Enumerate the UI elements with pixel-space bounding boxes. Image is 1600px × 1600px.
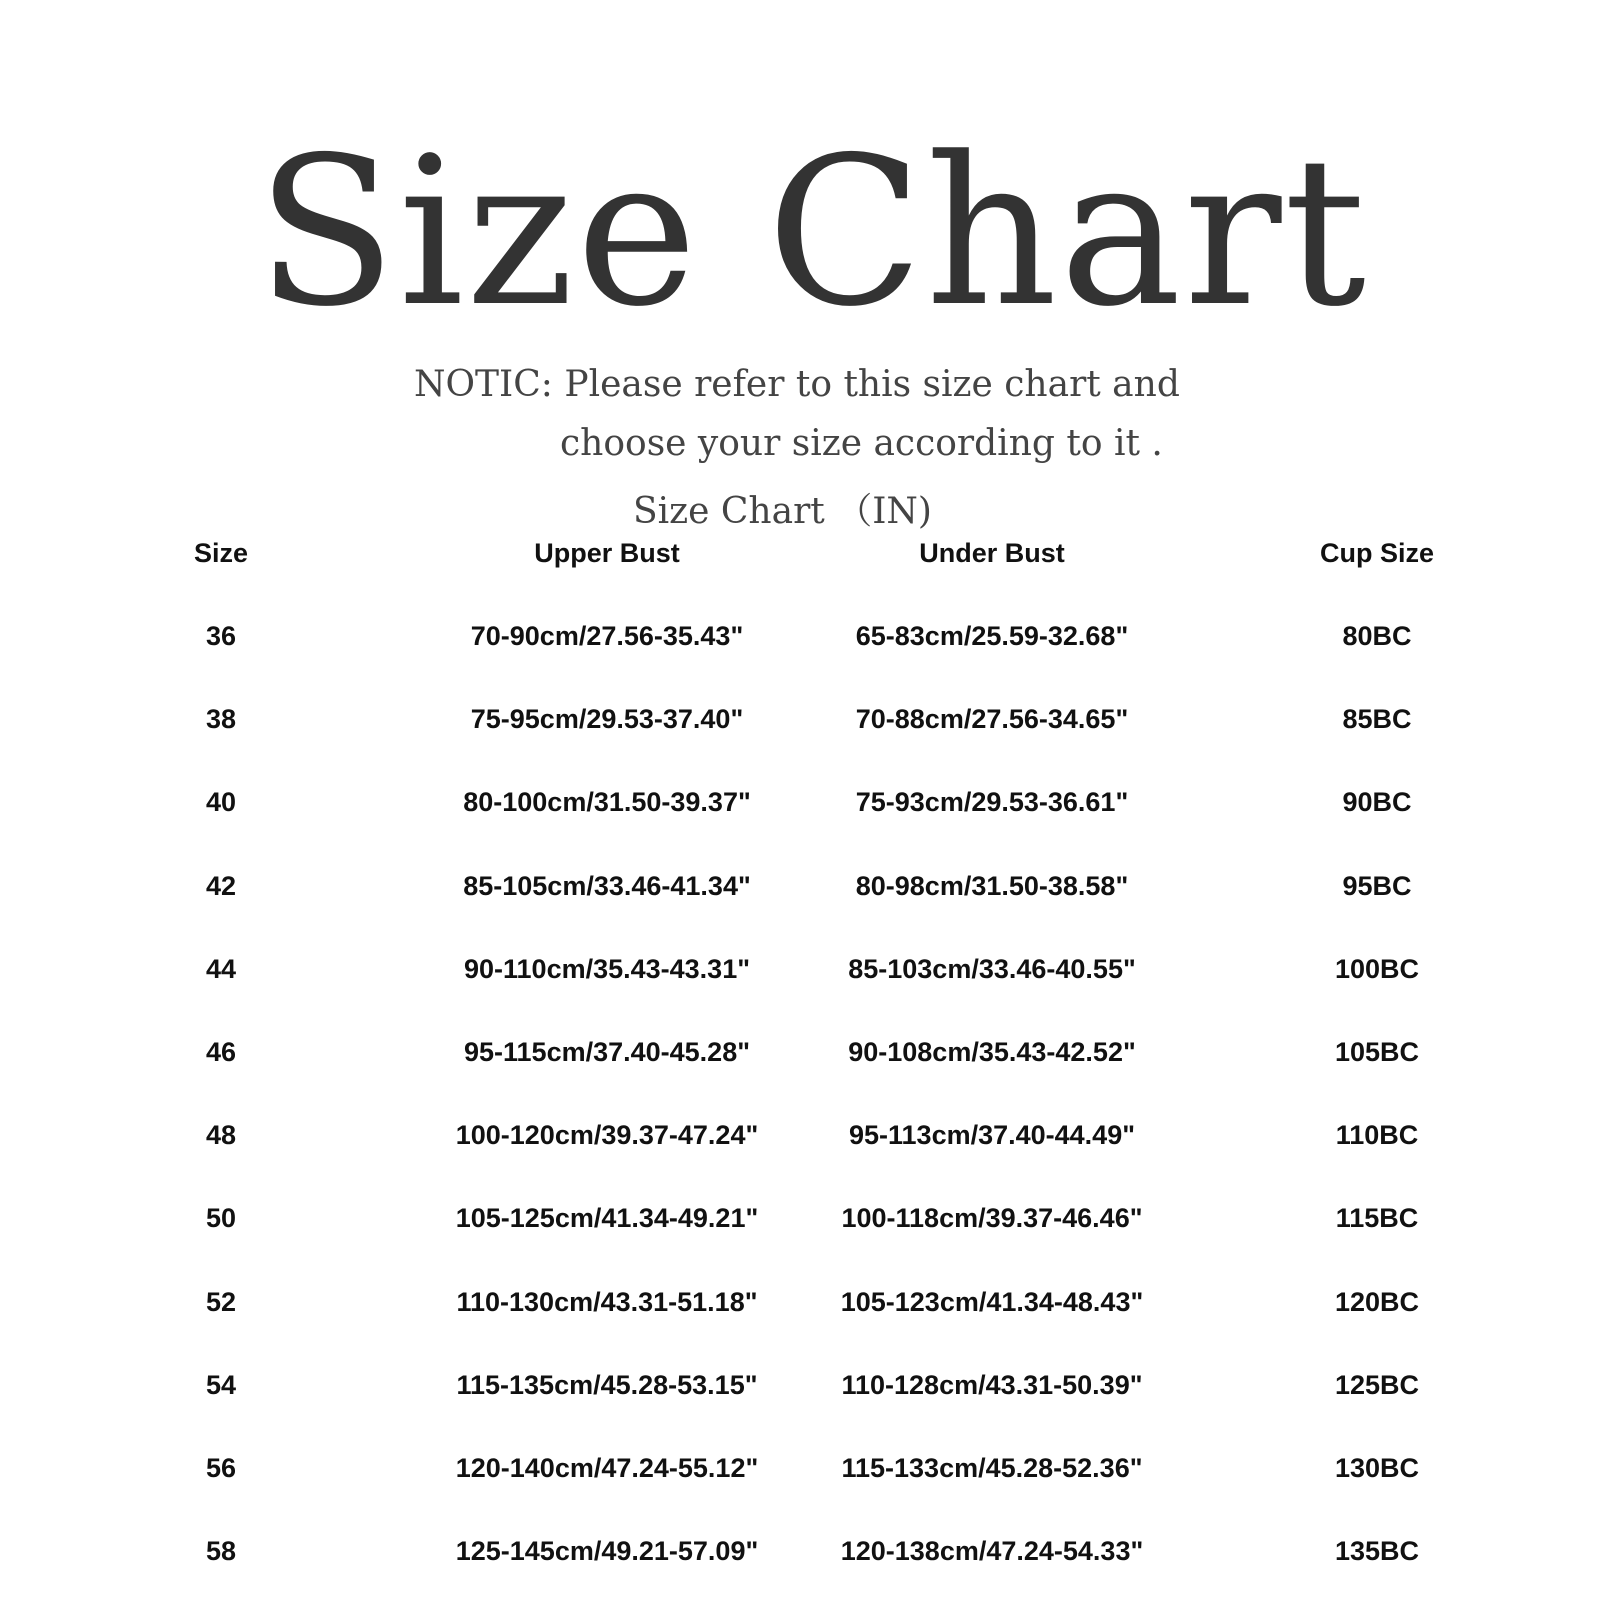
table-cell-under-bust: 95-113cm/37.40-44.49"	[848, 1120, 1136, 1151]
table-subtitle: Size Chart （IN)	[633, 491, 932, 532]
table-cell-cup-size: 90BC	[1342, 787, 1412, 818]
table-cell-size: 56	[205, 1453, 237, 1483]
column-header-size: Size	[193, 538, 249, 568]
table-cell-under-bust: 120-138cm/47.24-54.33"	[840, 1536, 1144, 1567]
table-cell-cup-size: 85BC	[1342, 704, 1412, 735]
table-cell-under-bust: 80-98cm/31.50-38.58"	[855, 870, 1129, 901]
column-header-under-bust: Under Bust	[919, 538, 1065, 568]
table-cell-upper-bust: 75-95cm/29.53-37.40"	[470, 704, 744, 735]
table-cell-upper-bust: 110-130cm/43.31-51.18"	[456, 1286, 758, 1317]
table-cell-under-bust: 105-123cm/41.34-48.43"	[840, 1286, 1144, 1317]
table-cell-cup-size: 100BC	[1334, 953, 1420, 984]
table-cell-upper-bust: 115-135cm/45.28-53.15"	[456, 1369, 758, 1400]
table-cell-upper-bust: 95-115cm/37.40-45.28"	[463, 1037, 751, 1067]
notice-line-1: NOTIC: Please refer to this size chart and	[414, 364, 1180, 405]
table-cell-size: 40	[205, 787, 237, 818]
table-cell-cup-size: 125BC	[1334, 1369, 1420, 1400]
table-cell-under-bust: 85-103cm/33.46-40.55"	[848, 953, 1136, 984]
table-cell-under-bust: 100-118cm/39.37-46.46"	[841, 1203, 1143, 1234]
table-cell-under-bust: 70-88cm/27.56-34.65"	[855, 704, 1129, 735]
table-cell-under-bust: 75-93cm/29.53-36.61"	[855, 787, 1129, 818]
table-cell-cup-size: 95BC	[1342, 870, 1412, 901]
table-cell-upper-bust: 125-145cm/49.21-57.09"	[455, 1536, 759, 1567]
page-title: Size Chart	[256, 114, 1368, 352]
table-cell-under-bust: 65-83cm/25.59-32.68"	[855, 621, 1129, 651]
table-cell-cup-size: 135BC	[1334, 1536, 1420, 1567]
table-cell-upper-bust: 85-105cm/33.46-41.34"	[463, 870, 751, 901]
table-cell-upper-bust: 70-90cm/27.56-35.43"	[470, 621, 744, 651]
column-header-cup-size: Cup Size	[1319, 538, 1435, 568]
notice-line-2: choose your size according to it .	[560, 423, 1163, 464]
table-cell-cup-size: 110BC	[1335, 1120, 1419, 1151]
table-cell-size: 54	[205, 1369, 237, 1400]
column-header-upper-bust: Upper Bust	[534, 538, 680, 568]
table-cell-cup-size: 80BC	[1342, 621, 1412, 651]
table-cell-upper-bust: 105-125cm/41.34-49.21"	[455, 1203, 759, 1234]
table-cell-size: 46	[205, 1037, 237, 1067]
table-cell-cup-size: 130BC	[1334, 1453, 1420, 1483]
table-cell-size: 50	[205, 1203, 237, 1234]
table-cell-under-bust: 90-108cm/35.43-42.52"	[848, 1037, 1136, 1067]
table-cell-upper-bust: 90-110cm/35.43-43.31"	[463, 953, 751, 984]
table-cell-upper-bust: 120-140cm/47.24-55.12"	[455, 1453, 759, 1483]
table-cell-size: 44	[205, 953, 237, 984]
table-cell-under-bust: 115-133cm/45.28-52.36"	[841, 1453, 1143, 1483]
table-cell-size: 36	[205, 621, 237, 651]
table-cell-cup-size: 115BC	[1335, 1203, 1419, 1234]
table-cell-size: 52	[205, 1286, 237, 1317]
table-cell-cup-size: 120BC	[1334, 1286, 1420, 1317]
table-cell-cup-size: 105BC	[1334, 1037, 1420, 1067]
table-cell-upper-bust: 100-120cm/39.37-47.24"	[455, 1120, 759, 1151]
table-cell-under-bust: 110-128cm/43.31-50.39"	[841, 1369, 1143, 1400]
table-cell-size: 58	[205, 1536, 237, 1567]
table-cell-size: 42	[205, 870, 237, 901]
table-cell-size: 48	[205, 1120, 237, 1151]
table-cell-upper-bust: 80-100cm/31.50-39.37"	[463, 787, 751, 818]
table-cell-size: 38	[205, 704, 237, 735]
